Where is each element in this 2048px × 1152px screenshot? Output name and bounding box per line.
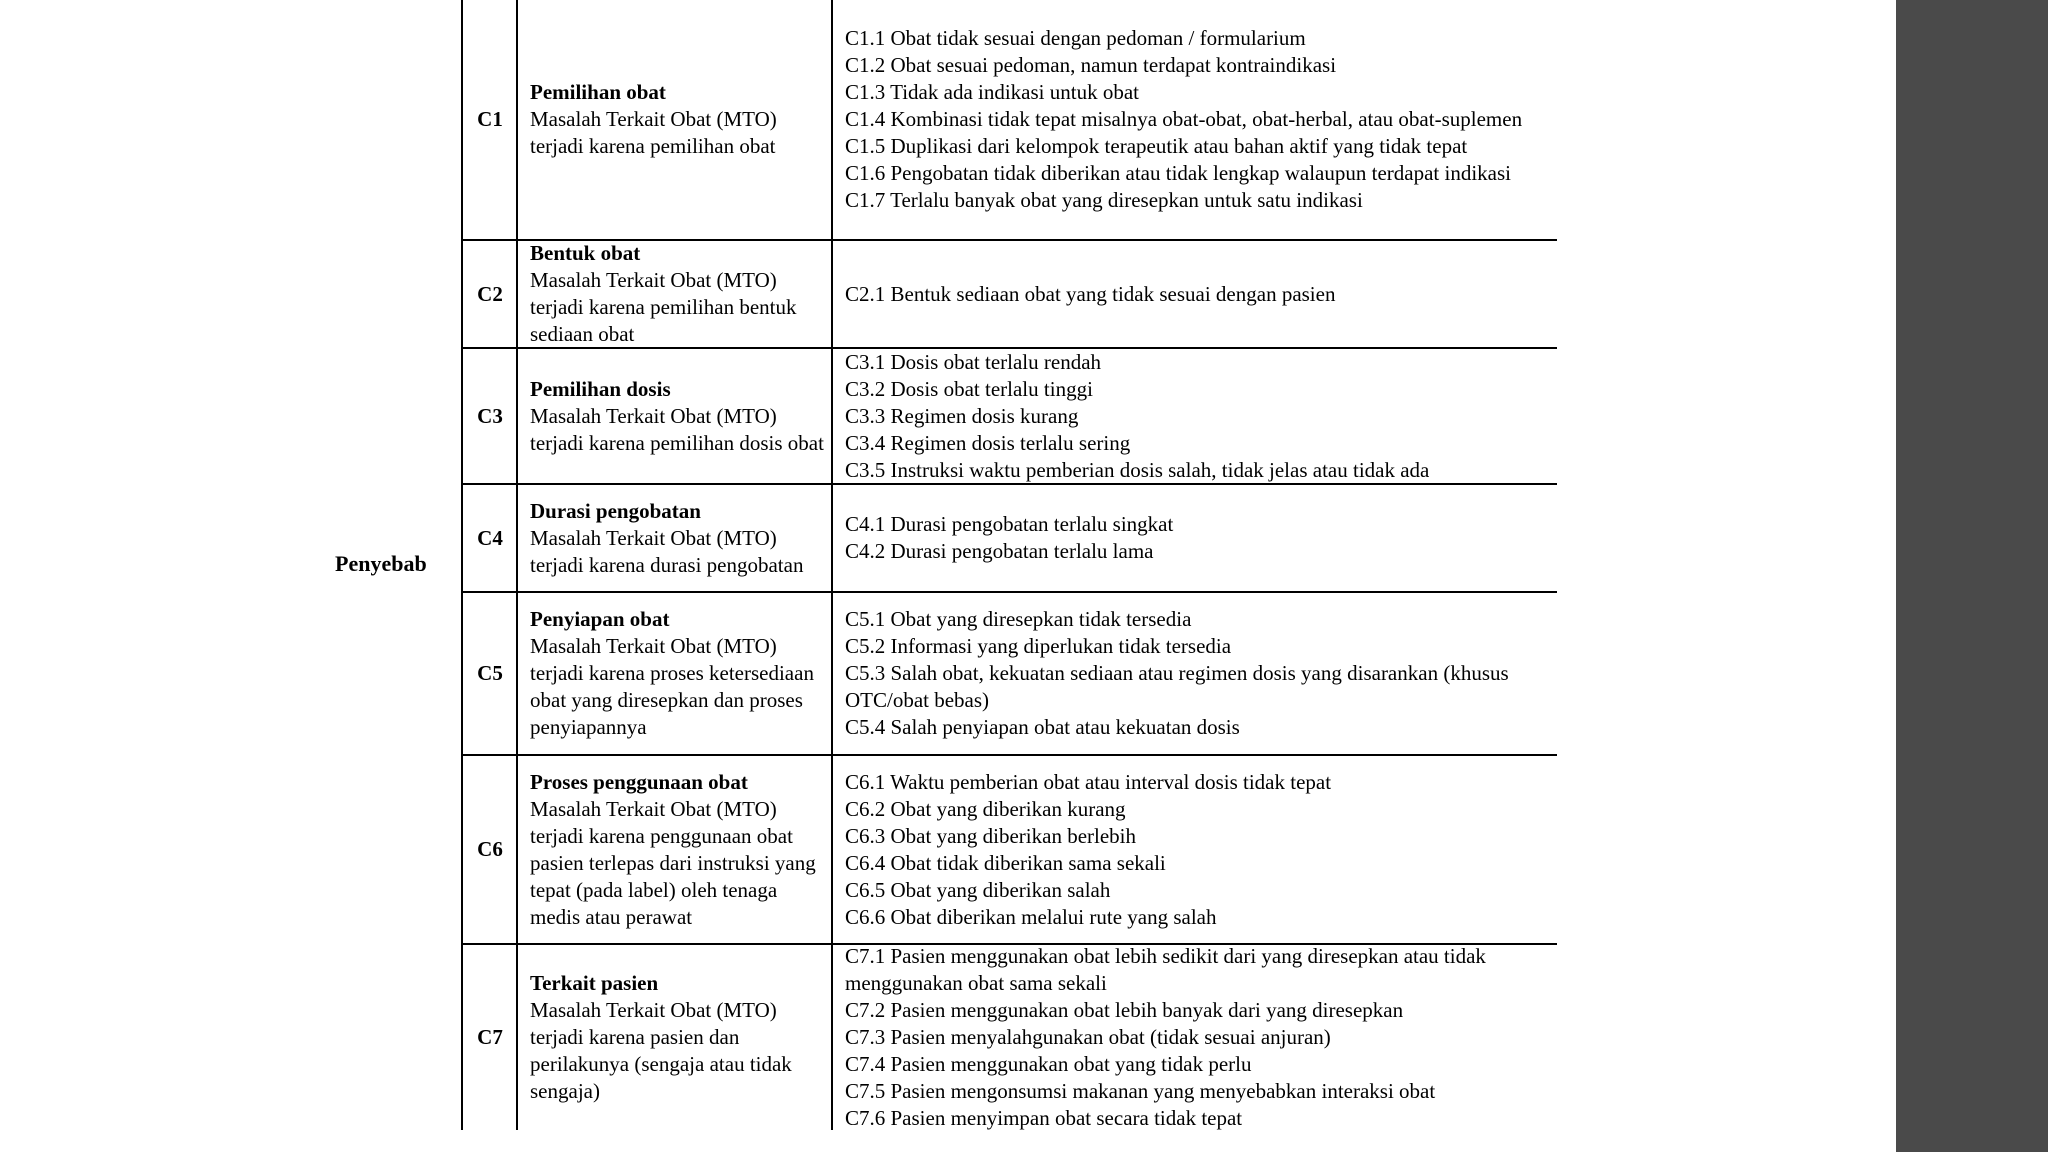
row-items bbox=[845, 349, 1555, 483]
list-item: C2.1 Bentuk sediaan obat yang tidak sesuai dengan pasien bbox=[845, 281, 1336, 306]
list-item: C6.4 Obat tidak diberikan sama sekali bbox=[845, 850, 1166, 875]
list-item: C4.1 Durasi pengobatan terlalu singkat bbox=[845, 512, 1174, 536]
row-title: Bentuk obat bbox=[530, 241, 641, 265]
row-title: Proses penggunaan obat bbox=[530, 769, 748, 794]
row-code: C1 bbox=[477, 107, 503, 131]
row-description bbox=[530, 349, 830, 483]
list-item: C3.1 Dosis obat terlalu rendah bbox=[845, 349, 1102, 374]
list-item: C1.3 Tidak ada indikasi untuk obat bbox=[845, 80, 1139, 104]
row-title: Pemilihan dosis bbox=[530, 376, 671, 401]
list-item: C6.6 Obat diberikan melalui rute yang salah bbox=[845, 904, 1217, 929]
row-description-text: Masalah Terkait Obat (MTO) terjadi karena proses ketersediaan obat yang diresepkan dan proses penyiapannya bbox=[530, 634, 814, 739]
row-description-text: Masalah Terkait Obat (MTO) terjadi karena pemilihan obat bbox=[530, 107, 777, 158]
row-title: Durasi pengobatan bbox=[530, 498, 701, 523]
list-item: C1.5 Duplikasi dari kelompok terapeutik atau bahan aktif yang tidak tepat bbox=[845, 134, 1468, 158]
list-item: C5.1 Obat yang diresepkan tidak tersedia bbox=[845, 607, 1192, 631]
row-code: C4 bbox=[477, 525, 503, 550]
table-border-desc bbox=[831, 0, 833, 1130]
row-code: C2 bbox=[477, 281, 503, 306]
list-item: C7.4 Pasien menggunakan obat yang tidak perlu bbox=[845, 1052, 1252, 1076]
list-item: C1.4 Kombinasi tidak tepat misalnya obat-obat, obat-herbal, atau obat-suplemen bbox=[845, 107, 1523, 131]
list-item: C7.5 Pasien mengonsumsi makanan yang menyebabkan interaksi obat bbox=[845, 1079, 1436, 1103]
row-code: C3 bbox=[477, 403, 503, 428]
list-item: C6.1 Waktu pemberian obat atau interval dosis tidak tepat bbox=[845, 769, 1332, 794]
group-label: Penyebab bbox=[335, 551, 427, 576]
row-items bbox=[845, 945, 1555, 1130]
list-item: C3.2 Dosis obat terlalu tinggi bbox=[845, 376, 1093, 401]
row-description-text: Masalah Terkait Obat (MTO) terjadi karena pemilihan dosis obat bbox=[530, 403, 824, 455]
row-description bbox=[530, 593, 830, 754]
list-item: C3.5 Instruksi waktu pemberian dosis salah, tidak jelas atau tidak ada bbox=[845, 457, 1430, 482]
list-item: C7.3 Pasien menyalahgunakan obat (tidak sesuai anjuran) bbox=[845, 1025, 1331, 1049]
list-item: C4.2 Durasi pengobatan terlalu lama bbox=[845, 539, 1154, 563]
row-items bbox=[845, 485, 1555, 591]
row-items bbox=[845, 756, 1555, 943]
row-description bbox=[530, 485, 830, 591]
list-item: C5.4 Salah penyiapan obat atau kekuatan dosis bbox=[845, 715, 1240, 739]
row-description bbox=[530, 241, 830, 347]
row-title: Pemilihan obat bbox=[530, 80, 666, 104]
scrollbar-track[interactable] bbox=[1896, 0, 2048, 1152]
list-item: C3.4 Regimen dosis terlalu sering bbox=[845, 430, 1131, 455]
row-description-text: Masalah Terkait Obat (MTO) terjadi karena durasi pengobatan bbox=[530, 525, 804, 577]
row-description bbox=[530, 756, 830, 943]
row-code: C5 bbox=[477, 661, 503, 685]
list-item: C7.6 Pasien menyimpan obat secara tidak tepat bbox=[845, 1106, 1243, 1130]
list-item: C6.3 Obat yang diberikan berlebih bbox=[845, 823, 1137, 848]
list-item: C5.2 Informasi yang diperlukan tidak tersedia bbox=[845, 634, 1232, 658]
row-description bbox=[530, 0, 830, 239]
row-description-text: Masalah Terkait Obat (MTO) terjadi karena pemilihan bentuk sediaan obat bbox=[530, 268, 797, 346]
row-items bbox=[845, 241, 1555, 347]
list-item: C3.3 Regimen dosis kurang bbox=[845, 403, 1079, 428]
list-item: C6.5 Obat yang diberikan salah bbox=[845, 877, 1111, 902]
row-items bbox=[845, 593, 1555, 754]
list-item: C1.2 Obat sesuai pedoman, namun terdapat kontraindikasi bbox=[845, 53, 1337, 77]
row-title: Penyiapan obat bbox=[530, 607, 670, 631]
row-title: Terkait pasien bbox=[530, 971, 659, 995]
list-item: C1.1 Obat tidak sesuai dengan pedoman / formularium bbox=[845, 26, 1306, 50]
row-items bbox=[845, 0, 1555, 239]
row-code: C6 bbox=[477, 837, 503, 861]
row-description-text: Masalah Terkait Obat (MTO) terjadi karena penggunaan obat pasien terlepas dari instruksi yang tepat (pada label) oleh tenaga medis atau perawat bbox=[530, 796, 816, 929]
row-code: C7 bbox=[477, 1025, 503, 1049]
list-item: C7.2 Pasien menggunakan obat lebih banyak dari yang diresepkan bbox=[845, 998, 1404, 1022]
row-description bbox=[530, 945, 830, 1130]
list-item: C7.1 Pasien menggunakan obat lebih sedikit dari yang diresepkan atau tidak menggunakan obat sama sekali bbox=[845, 944, 1486, 995]
list-item: C5.3 Salah obat, kekuatan sediaan atau regimen dosis yang disarankan (khusus OTC/obat bebas) bbox=[845, 661, 1509, 712]
list-item: C1.7 Terlalu banyak obat yang diresepkan untuk satu indikasi bbox=[845, 188, 1363, 212]
row-description-text: Masalah Terkait Obat (MTO) terjadi karena pasien dan perilakunya (sengaja atau tidak sengaja) bbox=[530, 998, 792, 1103]
list-item: C6.2 Obat yang diberikan kurang bbox=[845, 796, 1126, 821]
list-item: C1.6 Pengobatan tidak diberikan atau tidak lengkap walaupun terdapat indikasi bbox=[845, 161, 1511, 185]
